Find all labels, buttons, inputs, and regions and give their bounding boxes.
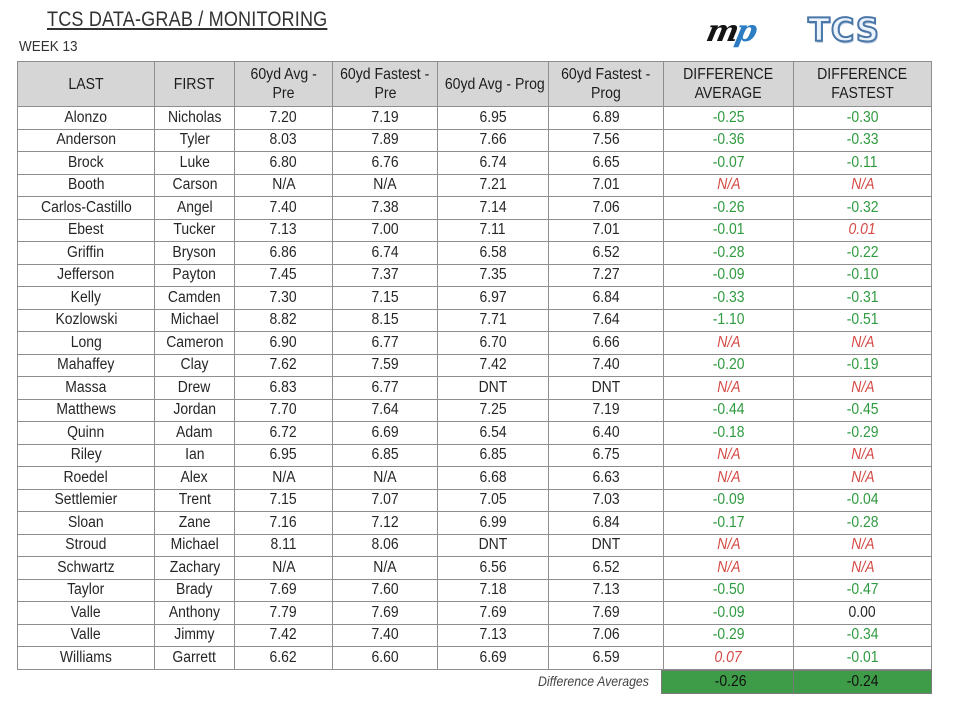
- cell-difference-fastest: -0.22: [794, 242, 932, 265]
- cell-last: Ebest: [18, 219, 155, 242]
- cell-difference-fastest: N/A: [794, 174, 932, 197]
- table-row: [18, 557, 932, 580]
- cell-fastest-prog: 6.52: [549, 557, 664, 580]
- cell-last: Stroud: [18, 534, 155, 557]
- cell-difference-fastest: -0.10: [794, 264, 932, 287]
- cell-avg-pre: 6.62: [235, 647, 333, 670]
- difference-average-value: -0.26: [661, 670, 800, 694]
- cell-avg-prog: 7.71: [438, 309, 549, 332]
- cell-last: Kelly: [18, 287, 155, 310]
- difference-fastest-value: -0.24: [793, 670, 932, 694]
- table-row: [18, 512, 932, 535]
- cell-difference-fastest: N/A: [794, 467, 932, 490]
- cell-fastest-pre: 7.15: [333, 287, 438, 310]
- cell-first: Adam: [155, 422, 235, 445]
- cell-avg-prog: 7.11: [438, 219, 549, 242]
- cell-first: Michael: [155, 534, 235, 557]
- cell-avg-pre: 7.70: [235, 399, 333, 422]
- cell-last: Valle: [18, 624, 155, 647]
- cell-fastest-prog: 7.01: [549, 174, 664, 197]
- cell-last: Sloan: [18, 512, 155, 535]
- cell-avg-prog: DNT: [438, 534, 549, 557]
- cell-fastest-prog: 6.63: [549, 467, 664, 490]
- tcs-logo: TCS: [808, 11, 880, 49]
- cell-difference-average: -0.44: [664, 399, 794, 422]
- cell-first: Trent: [155, 489, 235, 512]
- cell-fastest-pre: 6.77: [333, 332, 438, 355]
- cell-last: Alonzo: [18, 107, 155, 130]
- cell-avg-pre: 8.03: [235, 129, 333, 152]
- cell-fastest-pre: 7.00: [333, 219, 438, 242]
- cell-avg-pre: 7.40: [235, 197, 333, 220]
- cell-last: Massa: [18, 377, 155, 400]
- week-label: WEEK 13: [19, 38, 78, 55]
- table-row: [18, 354, 932, 377]
- cell-difference-average: N/A: [664, 444, 794, 467]
- cell-difference-average: -0.18: [664, 422, 794, 445]
- cell-difference-fastest: -0.33: [794, 129, 932, 152]
- table-row: [18, 602, 932, 625]
- cell-first: Camden: [155, 287, 235, 310]
- cell-first: Garrett: [155, 647, 235, 670]
- cell-avg-pre: N/A: [235, 467, 333, 490]
- table-row: [18, 332, 932, 355]
- cell-avg-prog: 7.69: [438, 602, 549, 625]
- cell-avg-pre: 7.16: [235, 512, 333, 535]
- cell-avg-prog: 6.85: [438, 444, 549, 467]
- cell-difference-average: -1.10: [664, 309, 794, 332]
- cell-first: Drew: [155, 377, 235, 400]
- cell-avg-prog: 7.21: [438, 174, 549, 197]
- cell-difference-average: -0.01: [664, 219, 794, 242]
- header-difference-average: DIFFERENCE AVERAGE: [664, 62, 794, 107]
- cell-fastest-prog: 6.75: [549, 444, 664, 467]
- cell-difference-average: -0.09: [664, 264, 794, 287]
- cell-difference-average: -0.36: [664, 129, 794, 152]
- cell-first: Zachary: [155, 557, 235, 580]
- cell-avg-prog: 6.99: [438, 512, 549, 535]
- table-row: [18, 174, 932, 197]
- cell-fastest-pre: 6.85: [333, 444, 438, 467]
- difference-averages-label: Difference Averages: [538, 673, 649, 689]
- cell-difference-fastest: -0.04: [794, 489, 932, 512]
- cell-avg-pre: 8.82: [235, 309, 333, 332]
- cell-last: Valle: [18, 602, 155, 625]
- cell-difference-average: N/A: [664, 557, 794, 580]
- cell-difference-average: -0.09: [664, 489, 794, 512]
- cell-last: Quinn: [18, 422, 155, 445]
- cell-fastest-pre: 6.77: [333, 377, 438, 400]
- cell-last: Matthews: [18, 399, 155, 422]
- cell-last: Taylor: [18, 579, 155, 602]
- cell-difference-fastest: 0.00: [794, 602, 932, 625]
- cell-first: Brady: [155, 579, 235, 602]
- cell-fastest-prog: 7.64: [549, 309, 664, 332]
- cell-fastest-prog: 6.89: [549, 107, 664, 130]
- cell-avg-prog: 6.54: [438, 422, 549, 445]
- cell-avg-pre: 6.86: [235, 242, 333, 265]
- cell-fastest-pre: N/A: [333, 557, 438, 580]
- cell-first: Luke: [155, 152, 235, 175]
- cell-last: Roedel: [18, 467, 155, 490]
- cell-difference-average: -0.29: [664, 624, 794, 647]
- table-row: [18, 399, 932, 422]
- table-row: [18, 107, 932, 130]
- cell-fastest-pre: 7.89: [333, 129, 438, 152]
- cell-difference-average: N/A: [664, 534, 794, 557]
- cell-avg-prog: 7.35: [438, 264, 549, 287]
- cell-first: Carson: [155, 174, 235, 197]
- cell-avg-prog: 6.70: [438, 332, 549, 355]
- monitoring-table: [17, 61, 932, 670]
- cell-avg-prog: 6.97: [438, 287, 549, 310]
- cell-difference-average: 0.07: [664, 647, 794, 670]
- table-row: [18, 377, 932, 400]
- cell-avg-prog: 7.66: [438, 129, 549, 152]
- cell-difference-average: N/A: [664, 332, 794, 355]
- cell-difference-average: -0.17: [664, 512, 794, 535]
- cell-last: Kozlowski: [18, 309, 155, 332]
- cell-fastest-pre: 8.15: [333, 309, 438, 332]
- cell-difference-fastest: -0.45: [794, 399, 932, 422]
- table-row: [18, 422, 932, 445]
- cell-difference-fastest: -0.31: [794, 287, 932, 310]
- cell-avg-prog: 6.68: [438, 467, 549, 490]
- cell-first: Payton: [155, 264, 235, 287]
- cell-avg-prog: DNT: [438, 377, 549, 400]
- cell-fastest-prog: 7.06: [549, 197, 664, 220]
- cell-last: Williams: [18, 647, 155, 670]
- table-row: [18, 152, 932, 175]
- cell-avg-prog: 7.05: [438, 489, 549, 512]
- cell-fastest-prog: DNT: [549, 377, 664, 400]
- cell-avg-prog: 6.69: [438, 647, 549, 670]
- cell-fastest-prog: 6.52: [549, 242, 664, 265]
- table-row: [18, 309, 932, 332]
- cell-difference-average: -0.07: [664, 152, 794, 175]
- cell-difference-average: -0.09: [664, 602, 794, 625]
- cell-fastest-pre: 7.59: [333, 354, 438, 377]
- cell-difference-fastest: -0.29: [794, 422, 932, 445]
- cell-fastest-pre: 7.12: [333, 512, 438, 535]
- cell-difference-fastest: N/A: [794, 377, 932, 400]
- cell-difference-fastest: 0.01: [794, 219, 932, 242]
- cell-last: Long: [18, 332, 155, 355]
- header-avg-prog: 60yd Avg - Prog: [438, 62, 549, 107]
- cell-difference-fastest: -0.19: [794, 354, 932, 377]
- mp-logo: mp: [703, 14, 758, 49]
- cell-difference-fastest: -0.34: [794, 624, 932, 647]
- cell-fastest-prog: 7.56: [549, 129, 664, 152]
- cell-fastest-pre: N/A: [333, 174, 438, 197]
- cell-avg-pre: 6.80: [235, 152, 333, 175]
- cell-avg-pre: N/A: [235, 174, 333, 197]
- cell-fastest-pre: 6.74: [333, 242, 438, 265]
- cell-difference-fastest: N/A: [794, 444, 932, 467]
- cell-first: Alex: [155, 467, 235, 490]
- cell-fastest-prog: 6.59: [549, 647, 664, 670]
- header-last: LAST: [18, 62, 155, 107]
- cell-first: Tucker: [155, 219, 235, 242]
- cell-fastest-pre: 6.76: [333, 152, 438, 175]
- cell-last: Mahaffey: [18, 354, 155, 377]
- cell-avg-prog: 7.13: [438, 624, 549, 647]
- cell-fastest-pre: 7.64: [333, 399, 438, 422]
- table-row: [18, 444, 932, 467]
- header-fastest-prog: 60yd Fastest - Prog: [549, 62, 664, 107]
- cell-fastest-pre: 6.60: [333, 647, 438, 670]
- cell-fastest-prog: 7.19: [549, 399, 664, 422]
- table-row: [18, 467, 932, 490]
- cell-first: Michael: [155, 309, 235, 332]
- cell-first: Tyler: [155, 129, 235, 152]
- cell-avg-prog: 6.74: [438, 152, 549, 175]
- cell-avg-pre: 6.83: [235, 377, 333, 400]
- page-title: TCS DATA-GRAB / MONITORING: [47, 8, 328, 31]
- cell-avg-prog: 7.25: [438, 399, 549, 422]
- table-row: [18, 197, 932, 220]
- table-row: [18, 129, 932, 152]
- table-row: [18, 579, 932, 602]
- table-row: [18, 264, 932, 287]
- cell-first: Jordan: [155, 399, 235, 422]
- cell-avg-pre: 6.90: [235, 332, 333, 355]
- cell-avg-prog: 6.95: [438, 107, 549, 130]
- cell-fastest-prog: 7.40: [549, 354, 664, 377]
- cell-difference-fastest: -0.28: [794, 512, 932, 535]
- cell-difference-fastest: -0.47: [794, 579, 932, 602]
- cell-fastest-prog: 7.01: [549, 219, 664, 242]
- table-row: [18, 287, 932, 310]
- cell-difference-average: N/A: [664, 467, 794, 490]
- cell-first: Bryson: [155, 242, 235, 265]
- cell-first: Jimmy: [155, 624, 235, 647]
- cell-difference-average: -0.33: [664, 287, 794, 310]
- cell-fastest-pre: 8.06: [333, 534, 438, 557]
- cell-difference-fastest: N/A: [794, 557, 932, 580]
- cell-first: Nicholas: [155, 107, 235, 130]
- cell-avg-pre: 6.95: [235, 444, 333, 467]
- table-row: [18, 242, 932, 265]
- cell-difference-average: N/A: [664, 377, 794, 400]
- cell-avg-pre: 6.72: [235, 422, 333, 445]
- table-row: [18, 489, 932, 512]
- cell-fastest-prog: 6.84: [549, 512, 664, 535]
- cell-avg-pre: 7.30: [235, 287, 333, 310]
- header-fastest-pre: 60yd Fastest - Pre: [333, 62, 438, 107]
- cell-last: Carlos-Castillo: [18, 197, 155, 220]
- table-row: [18, 624, 932, 647]
- table-body: [18, 107, 932, 670]
- cell-difference-fastest: -0.30: [794, 107, 932, 130]
- cell-fastest-prog: 7.69: [549, 602, 664, 625]
- cell-difference-average: -0.50: [664, 579, 794, 602]
- table-row: [18, 219, 932, 242]
- header-row: [18, 62, 932, 107]
- cell-difference-average: -0.26: [664, 197, 794, 220]
- cell-first: Angel: [155, 197, 235, 220]
- header-first: FIRST: [155, 62, 235, 107]
- cell-fastest-prog: 6.65: [549, 152, 664, 175]
- cell-avg-prog: 7.18: [438, 579, 549, 602]
- cell-avg-pre: 7.15: [235, 489, 333, 512]
- cell-fastest-prog: 7.27: [549, 264, 664, 287]
- cell-first: Zane: [155, 512, 235, 535]
- cell-fastest-pre: 7.60: [333, 579, 438, 602]
- cell-avg-prog: 7.42: [438, 354, 549, 377]
- cell-last: Settlemier: [18, 489, 155, 512]
- cell-fastest-prog: 7.03: [549, 489, 664, 512]
- cell-last: Brock: [18, 152, 155, 175]
- cell-fastest-prog: DNT: [549, 534, 664, 557]
- cell-difference-fastest: -0.32: [794, 197, 932, 220]
- table-row: [18, 647, 932, 670]
- cell-difference-fastest: N/A: [794, 332, 932, 355]
- cell-fastest-prog: 7.06: [549, 624, 664, 647]
- cell-fastest-prog: 6.84: [549, 287, 664, 310]
- cell-first: Anthony: [155, 602, 235, 625]
- cell-first: Ian: [155, 444, 235, 467]
- cell-last: Riley: [18, 444, 155, 467]
- cell-fastest-prog: 6.66: [549, 332, 664, 355]
- cell-difference-fastest: -0.01: [794, 647, 932, 670]
- cell-first: Cameron: [155, 332, 235, 355]
- cell-difference-fastest: N/A: [794, 534, 932, 557]
- cell-difference-average: -0.20: [664, 354, 794, 377]
- cell-fastest-pre: 6.69: [333, 422, 438, 445]
- cell-avg-pre: N/A: [235, 557, 333, 580]
- cell-avg-prog: 6.58: [438, 242, 549, 265]
- cell-avg-pre: 7.79: [235, 602, 333, 625]
- cell-fastest-pre: 7.19: [333, 107, 438, 130]
- cell-difference-average: -0.28: [664, 242, 794, 265]
- cell-last: Griffin: [18, 242, 155, 265]
- cell-avg-pre: 7.42: [235, 624, 333, 647]
- cell-last: Schwartz: [18, 557, 155, 580]
- cell-last: Booth: [18, 174, 155, 197]
- cell-difference-fastest: -0.11: [794, 152, 932, 175]
- cell-difference-fastest: -0.51: [794, 309, 932, 332]
- cell-fastest-pre: 7.38: [333, 197, 438, 220]
- cell-avg-pre: 8.11: [235, 534, 333, 557]
- cell-last: Jefferson: [18, 264, 155, 287]
- cell-avg-pre: 7.62: [235, 354, 333, 377]
- cell-avg-prog: 7.14: [438, 197, 549, 220]
- cell-fastest-pre: 7.69: [333, 602, 438, 625]
- cell-avg-pre: 7.20: [235, 107, 333, 130]
- cell-last: Anderson: [18, 129, 155, 152]
- table-row: [18, 534, 932, 557]
- cell-difference-average: -0.25: [664, 107, 794, 130]
- cell-difference-average: N/A: [664, 174, 794, 197]
- cell-avg-pre: 7.45: [235, 264, 333, 287]
- cell-fastest-prog: 7.13: [549, 579, 664, 602]
- cell-avg-pre: 7.69: [235, 579, 333, 602]
- cell-fastest-pre: 7.37: [333, 264, 438, 287]
- cell-avg-pre: 7.13: [235, 219, 333, 242]
- header-avg-pre: 60yd Avg - Pre: [235, 62, 333, 107]
- cell-fastest-pre: 7.40: [333, 624, 438, 647]
- cell-first: Clay: [155, 354, 235, 377]
- header-difference-fastest: DIFFERENCE FASTEST: [794, 62, 932, 107]
- cell-fastest-pre: 7.07: [333, 489, 438, 512]
- cell-avg-prog: 6.56: [438, 557, 549, 580]
- cell-fastest-pre: N/A: [333, 467, 438, 490]
- cell-fastest-prog: 6.40: [549, 422, 664, 445]
